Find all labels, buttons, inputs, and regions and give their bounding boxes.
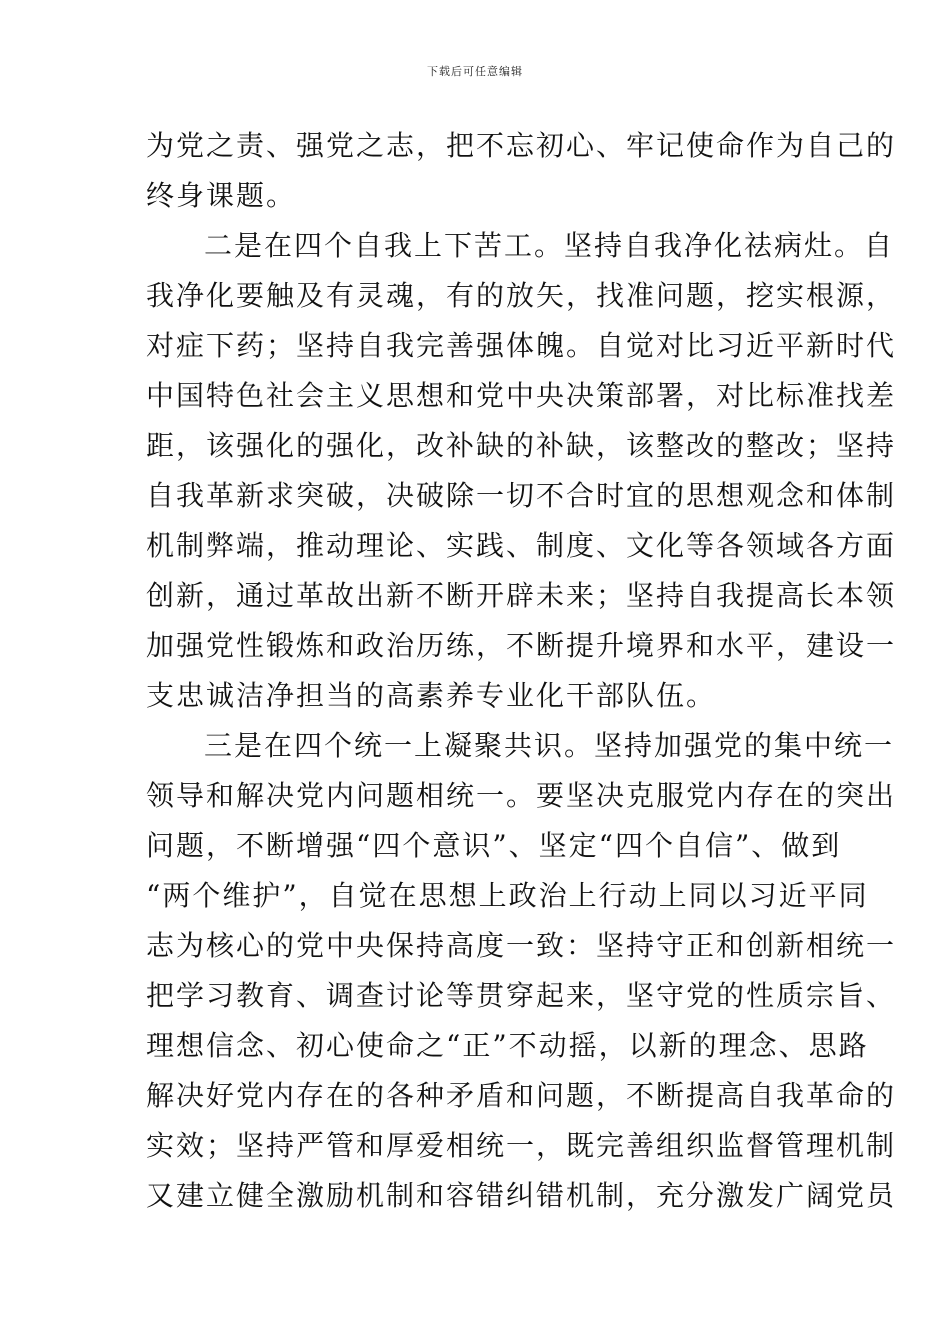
text-line: 志为核心的党中央保持高度一致：坚持守正和创新相统一: [146, 929, 897, 962]
text-line: 解决好党内存在的各种矛盾和问题，不断提高自我革命的: [146, 1079, 897, 1112]
text-line: 为党之责、强党之志，把不忘初心、牢记使命作为自己的: [146, 129, 897, 162]
text-line: “两个维护”，自觉在思想上政治上行动上同以习近平同: [146, 879, 869, 912]
paragraph-first-line: 三是在四个统一上凝聚共识。坚持加强党的集中统一: [204, 729, 895, 762]
text-line: 对症下药；坚持自我完善强体魄。自觉对比习近平新时代: [146, 329, 897, 362]
paragraph-first-line: 二是在四个自我上下苦工。坚持自我净化祛病灶。自: [204, 229, 895, 262]
text-line: 我净化要触及有灵魂，有的放矢，找准问题，挖实根源，: [146, 279, 897, 312]
header-note: 下载后可任意编辑: [427, 65, 523, 78]
text-line: 加强党性锻炼和政治历练，不断提升境界和水平，建设一: [146, 629, 897, 662]
text-line: 问题，不断增强“四个意识”、坚定“四个自信”、做到: [146, 829, 842, 862]
text-line: 实效；坚持严管和厚爱相统一，既完善组织监督管理机制: [146, 1129, 897, 1162]
text-line: 中国特色社会主义思想和党中央决策部署，对比标准找差: [146, 379, 897, 412]
document-body: [146, 121, 897, 1221]
text-line: 机制弊端，推动理论、实践、制度、文化等各领域各方面: [146, 529, 897, 562]
text-line: 又建立健全激励机制和容错纠错机制，充分激发广阔党员: [146, 1179, 897, 1212]
text-line: 自我革新求突破，决破除一切不合时宜的思想观念和体制: [146, 479, 897, 512]
text-line: 支忠诚洁净担当的高素养专业化干部队伍。: [146, 679, 717, 712]
text-line: 领导和解决党内问题相统一。要坚决克服党内存在的突出: [146, 779, 897, 812]
text-line: 把学习教育、调查讨论等贯穿起来，坚守党的性质宗旨、: [146, 979, 897, 1012]
text-line: 距，该强化的强化，改补缺的补缺，该整改的整改；坚持: [146, 429, 897, 462]
text-line: 理想信念、初心使命之“正”不动摇，以新的理念、思路: [146, 1029, 869, 1062]
text-line: 终身课题。: [146, 179, 297, 212]
text-line: 创新，通过革故出新不断开辟未来；坚持自我提高长本领: [146, 579, 897, 612]
